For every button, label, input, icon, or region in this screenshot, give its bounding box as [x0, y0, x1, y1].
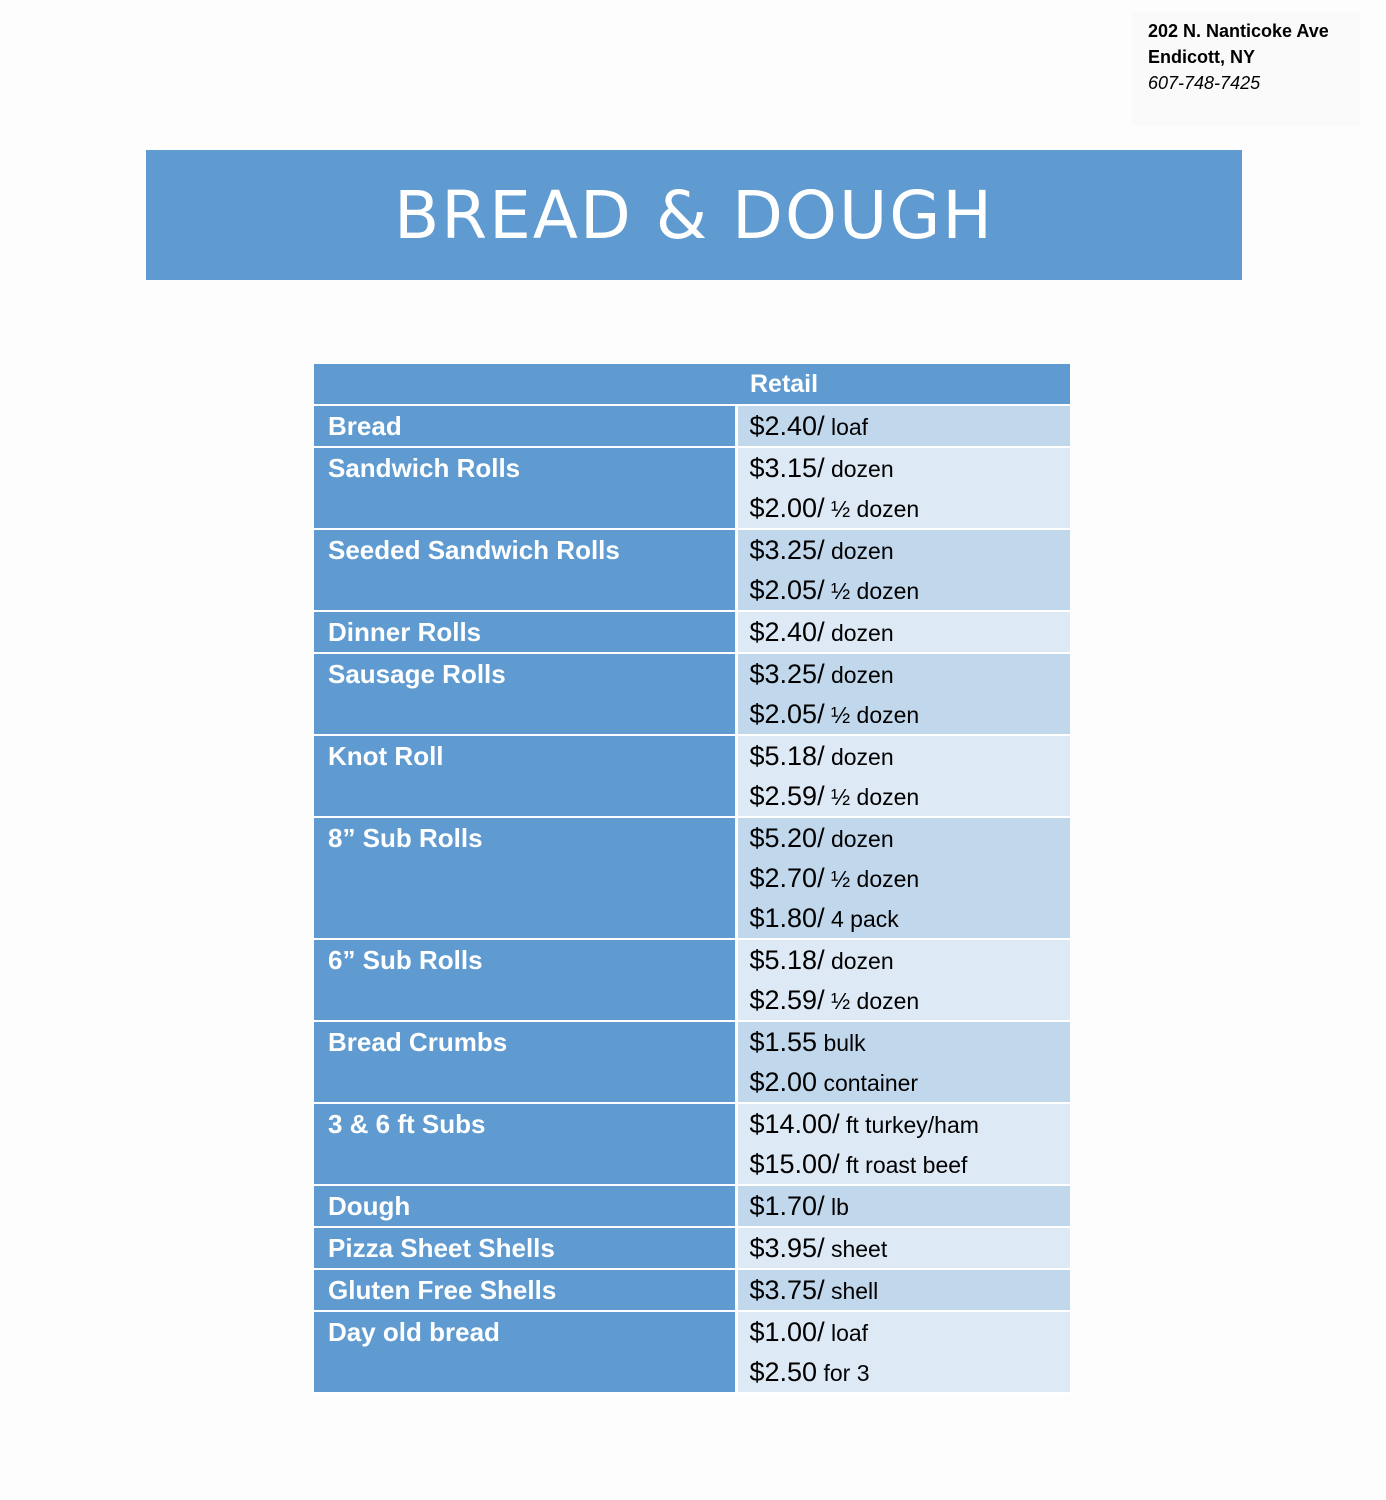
- price-line: [750, 858, 1071, 898]
- price-line: [750, 570, 1071, 610]
- price-line: [750, 940, 1071, 980]
- price-table-body: [314, 405, 1070, 1393]
- header-retail-column: Retail: [736, 364, 1070, 405]
- price-line: [750, 694, 1071, 734]
- price-amount: $3.15/: [749, 453, 825, 483]
- table-row: [314, 611, 1070, 653]
- product-name: 8” Sub Rolls: [314, 817, 736, 939]
- price-line: [750, 488, 1071, 528]
- table-row: [314, 1269, 1070, 1311]
- price-unit: ½ dozen: [824, 702, 920, 728]
- price-amount: $2.59/: [749, 985, 825, 1015]
- price-amount: $2.40/: [749, 411, 825, 441]
- price-unit: ft roast beef: [839, 1152, 968, 1178]
- price-cell: [736, 1021, 1070, 1103]
- price-cell: [736, 1311, 1070, 1393]
- product-name: Day old bread: [314, 1311, 736, 1393]
- price-unit: dozen: [824, 948, 894, 974]
- price-cell: [736, 405, 1070, 447]
- table-row: [314, 1227, 1070, 1269]
- price-cell: [736, 611, 1070, 653]
- price-unit: ½ dozen: [824, 866, 920, 892]
- price-unit: sheet: [824, 1236, 888, 1262]
- price-amount: $2.59/: [749, 781, 825, 811]
- price-unit: for 3: [817, 1360, 870, 1386]
- price-amount: $5.20/: [749, 823, 825, 853]
- price-unit: dozen: [824, 826, 894, 852]
- price-amount: $1.55: [749, 1027, 818, 1057]
- price-unit: ½ dozen: [824, 784, 920, 810]
- price-amount: $3.25/: [749, 535, 825, 565]
- price-amount: $5.18/: [749, 741, 825, 771]
- product-name: Dinner Rolls: [314, 611, 736, 653]
- product-name: 6” Sub Rolls: [314, 939, 736, 1021]
- price-amount: $2.70/: [749, 863, 825, 893]
- price-unit: ½ dozen: [824, 578, 920, 604]
- price-amount: $3.25/: [749, 659, 825, 689]
- price-amount: $15.00/: [749, 1149, 840, 1179]
- price-line: [750, 448, 1071, 488]
- table-row: [314, 1103, 1070, 1185]
- page-title: BREAD & DOUGH: [393, 176, 995, 254]
- price-cell: [736, 939, 1070, 1021]
- title-banner: [146, 150, 1242, 280]
- price-line: [750, 1352, 1071, 1392]
- price-unit: dozen: [824, 744, 894, 770]
- address-phone: 607-748-7425: [1148, 73, 1261, 93]
- price-line: [750, 776, 1071, 816]
- price-unit: 4 pack: [824, 906, 899, 932]
- price-unit: ½ dozen: [824, 988, 920, 1014]
- price-line: [750, 1104, 1071, 1144]
- product-name: Bread Crumbs: [314, 1021, 736, 1103]
- price-amount: $2.50: [749, 1357, 818, 1387]
- price-unit: dozen: [824, 456, 894, 482]
- price-unit: dozen: [824, 662, 894, 688]
- price-table: [314, 364, 1070, 1394]
- price-amount: $1.00/: [749, 1317, 825, 1347]
- product-name: Dough: [314, 1185, 736, 1227]
- price-line: [750, 980, 1071, 1020]
- price-cell: [736, 529, 1070, 611]
- product-name: 3 & 6 ft Subs: [314, 1103, 736, 1185]
- price-amount: $2.05/: [749, 699, 825, 729]
- price-cell: [736, 1227, 1070, 1269]
- price-line: [750, 898, 1071, 938]
- price-unit: container: [817, 1070, 919, 1096]
- table-row: [314, 1311, 1070, 1393]
- table-row: [314, 735, 1070, 817]
- price-amount: $2.40/: [749, 617, 825, 647]
- address-block: [1132, 12, 1360, 126]
- product-name: Bread: [314, 405, 736, 447]
- price-unit: dozen: [824, 620, 894, 646]
- price-line: [750, 1144, 1071, 1184]
- table-row: [314, 1021, 1070, 1103]
- price-line: [750, 406, 1071, 446]
- product-name: Sausage Rolls: [314, 653, 736, 735]
- price-amount: $14.00/: [749, 1109, 840, 1139]
- price-line: [750, 1228, 1071, 1268]
- price-cell: [736, 1103, 1070, 1185]
- price-line: [750, 1312, 1071, 1352]
- product-name: Seeded Sandwich Rolls: [314, 529, 736, 611]
- product-name: Gluten Free Shells: [314, 1269, 736, 1311]
- price-line: [750, 530, 1071, 570]
- price-unit: shell: [824, 1278, 879, 1304]
- table-row: [314, 447, 1070, 529]
- price-cell: [736, 447, 1070, 529]
- price-cell: [736, 735, 1070, 817]
- price-amount: $2.00: [749, 1067, 818, 1097]
- table-row: [314, 529, 1070, 611]
- price-unit: dozen: [824, 538, 894, 564]
- table-row: [314, 817, 1070, 939]
- table-row: [314, 653, 1070, 735]
- price-line: [750, 736, 1071, 776]
- table-row: [314, 1185, 1070, 1227]
- price-unit: bulk: [817, 1030, 866, 1056]
- price-amount: $1.70/: [749, 1191, 825, 1221]
- price-unit: ft turkey/ham: [839, 1112, 979, 1138]
- price-amount: $3.75/: [749, 1275, 825, 1305]
- price-line: [750, 1270, 1071, 1310]
- price-line: [750, 1062, 1071, 1102]
- price-unit: loaf: [824, 414, 869, 440]
- price-cell: [736, 817, 1070, 939]
- price-amount: $1.80/: [749, 903, 825, 933]
- product-name: Knot Roll: [314, 735, 736, 817]
- price-line: [750, 1186, 1071, 1226]
- product-name: Pizza Sheet Shells: [314, 1227, 736, 1269]
- address-street: 202 N. Nanticoke Ave: [1148, 21, 1329, 41]
- table-header-row: [314, 364, 1070, 405]
- price-unit: lb: [824, 1194, 849, 1220]
- price-line: [750, 1022, 1071, 1062]
- table-row: [314, 405, 1070, 447]
- address-city: Endicott, NY: [1148, 47, 1255, 67]
- price-unit: loaf: [824, 1320, 869, 1346]
- table-row: [314, 939, 1070, 1021]
- price-line: [750, 818, 1071, 858]
- price-line: [750, 612, 1071, 652]
- product-name: Sandwich Rolls: [314, 447, 736, 529]
- price-amount: $2.00/: [749, 493, 825, 523]
- price-amount: $3.95/: [749, 1233, 825, 1263]
- price-unit: ½ dozen: [824, 496, 920, 522]
- price-amount: $2.05/: [749, 575, 825, 605]
- price-cell: [736, 1269, 1070, 1311]
- price-line: [750, 654, 1071, 694]
- price-cell: [736, 653, 1070, 735]
- price-cell: [736, 1185, 1070, 1227]
- header-item-column: [314, 364, 736, 405]
- price-amount: $5.18/: [749, 945, 825, 975]
